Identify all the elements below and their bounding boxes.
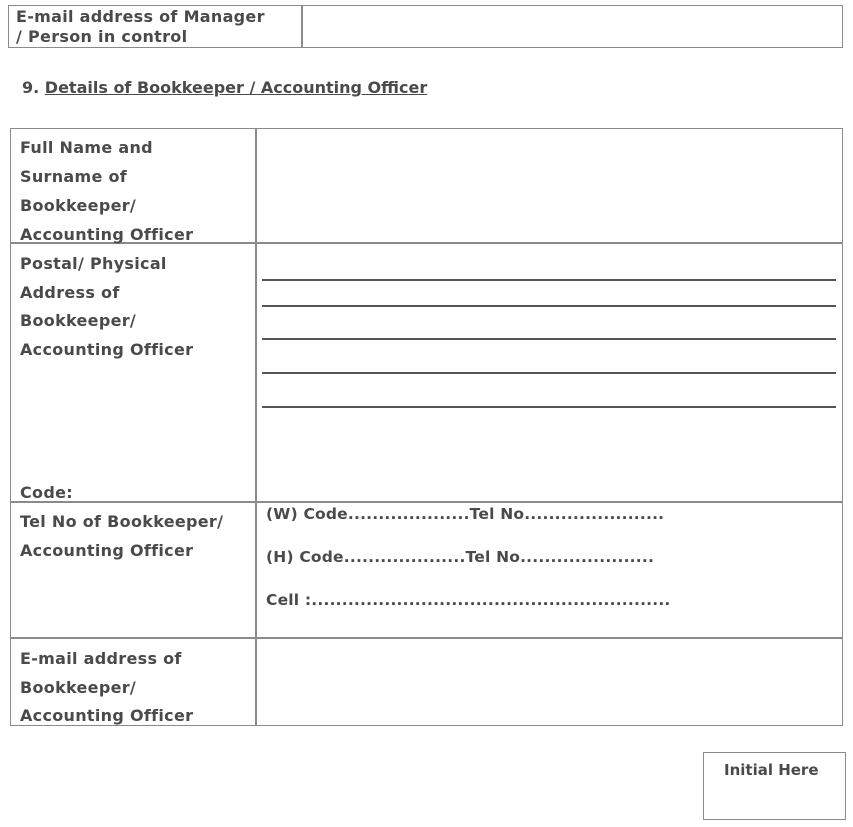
manager-email-label-2: / Person in control [16,27,188,46]
row-divider-2 [10,501,843,503]
work-tel-field[interactable]: (W) Code....................Tel No....................... [266,505,665,523]
address-line-4[interactable] [262,372,836,374]
address-line-2[interactable] [262,305,836,307]
section-heading [22,78,427,97]
full-name-label-4: Accounting Officer [20,225,194,244]
postal-code-label: Code: [20,483,73,502]
address-line-1[interactable] [262,279,836,281]
initial-label: Initial Here [724,761,819,779]
postal-label-1: Postal/ Physical [20,254,167,273]
address-line-3[interactable] [262,338,836,340]
section-title: Details of Bookkeeper / Accounting Officer [44,78,428,97]
postal-label-2: Address of [20,283,120,302]
cell-field[interactable]: Cell :........................................................... [266,591,671,609]
tel-label-1: Tel No of Bookkeeper/ [20,512,224,531]
address-line-5[interactable] [262,406,836,408]
bookkeeper-email-field[interactable] [258,640,840,724]
tel-label-2: Accounting Officer [20,541,194,560]
manager-email-divider [301,5,303,48]
email-label-1: E-mail address of [20,649,182,668]
manager-email-label-1: E-mail address of Manager [16,7,265,26]
postal-label-3: Bookkeeper/ [20,311,137,330]
home-tel-field[interactable]: (H) Code....................Tel No...................... [266,548,655,566]
full-name-field[interactable] [258,131,840,240]
postal-label-4: Accounting Officer [20,340,194,359]
full-name-label-3: Bookkeeper/ [20,196,137,215]
full-name-label-1: Full Name and [20,138,153,157]
row-divider-3 [10,637,843,639]
full-name-label-2: Surname of [20,167,128,186]
manager-email-field[interactable] [304,7,840,46]
email-label-2: Bookkeeper/ [20,678,137,697]
section-number: 9. [22,78,40,97]
email-label-3: Accounting Officer [20,706,194,725]
